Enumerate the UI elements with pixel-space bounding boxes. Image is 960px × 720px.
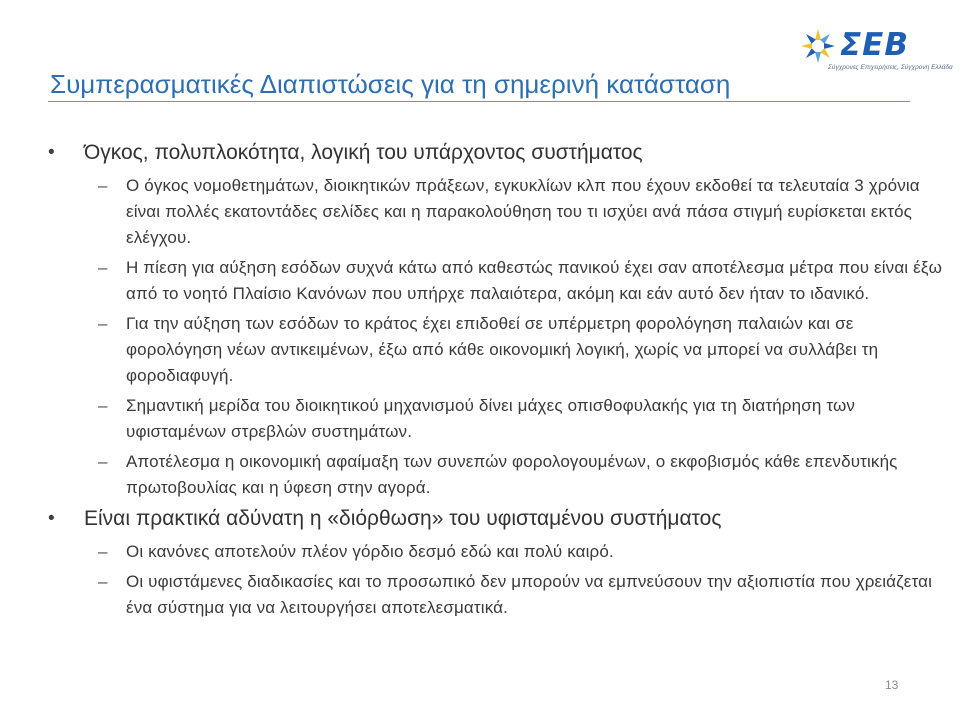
slide-content — [48, 139, 948, 625]
dash-icon: – — [98, 314, 108, 333]
sub-bullet-text: Οι υφιστάμενες διαδικασίες και το προσωπικό δεν μπορούν να εμπνεύσουν την αξιοπιστία που χρειάζεται ένα σύστημα για να λειτουργήσει αποτελεσματικά. — [126, 572, 933, 617]
sub-bullet-item — [48, 449, 948, 501]
dash-icon: – — [98, 542, 108, 561]
sub-bullet-text: Σημαντική μερίδα του διοικητικού μηχανισμού δίνει μάχες οπισθοφυλακής για τη διατήρηση των υφισταμένων στρεβλών συστημάτων. — [126, 396, 856, 441]
seb-star-icon — [798, 26, 838, 66]
bullet-text: Όγκος, πολυπλοκότητα, λογική του υπάρχοντος συστήματος — [84, 141, 643, 164]
sub-bullet-item — [48, 539, 948, 565]
sub-bullet-item — [48, 173, 948, 251]
sub-bullet-text: Ο όγκος νομοθετημάτων, διοικητικών πράξεων, εγκυκλίων κλπ που έχουν εκδοθεί τα τελευταία 3 χρόνια είναι πολλές εκατοντάδες σελίδες και η παρακολούθηση του τι ισχύει ανά πάσα στιγμή ευρίσκεται εκτός ελέγχου. — [126, 176, 920, 247]
sub-bullet-text: Για την αύξηση των εσόδων το κράτος έχει επιδοθεί σε υπέρμετρη φορολόγηση παλαιών και σε φορολόγηση νέων αντικειμένων, έξω από κάθε οικονομική λογική, χωρίς να μπορεί να συλλάβει τη φοροδιαφυγή. — [126, 314, 879, 385]
sub-bullet-item — [48, 311, 948, 389]
dash-icon: – — [98, 396, 108, 415]
seb-logo — [798, 26, 953, 80]
page-number: 13 — [885, 678, 899, 692]
slide-title: Συμπερασματικές Διαπιστώσεις για τη σημερινή κατάσταση — [50, 69, 731, 99]
dash-icon: – — [98, 572, 108, 591]
sub-bullet-item — [48, 569, 948, 621]
sub-bullet-item — [48, 255, 948, 307]
bullet-dot-icon: • — [48, 508, 55, 529]
title-divider — [48, 101, 910, 102]
sub-bullet-text: Η πίεση για αύξηση εσόδων συχνά κάτω από καθεστώς πανικού έχει σαν αποτέλεσμα μέτρα που είναι έξω από το νοητό Πλαίσιο Κανόνων που υπήρχε παλαιότερα, ακόμη και εάν αυτό δεν ήταν το ιδανικό. — [126, 258, 943, 303]
dash-icon: – — [98, 452, 108, 471]
bullet-item — [48, 139, 948, 167]
bullet-text: Είναι πρακτικά αδύνατη η «διόρθωση» του υφισταμένου συστήματος — [84, 507, 722, 530]
dash-icon: – — [98, 258, 108, 277]
sub-bullet-text: Αποτέλεσμα η οικονομική αφαίμαξη των συνεπών φορολογουμένων, ο εκφοβισμός κάθε επενδυτικής πρωτοβουλίας και η ύφεση στην αγορά. — [126, 452, 898, 497]
sub-bullet-text: Οι κανόνες αποτελούν πλέον γόρδιο δεσμό εδώ και πολύ καιρό. — [126, 542, 614, 561]
bullet-item — [48, 505, 948, 533]
bullet-dot-icon: • — [48, 142, 55, 163]
logo-tagline: Σύγχρονες Επιχειρήσεις, Σύγχρονη Ελλάδα — [828, 64, 953, 71]
sub-bullet-item — [48, 393, 948, 445]
logo-text: ΣΕΒ — [840, 27, 909, 63]
dash-icon: – — [98, 176, 108, 195]
